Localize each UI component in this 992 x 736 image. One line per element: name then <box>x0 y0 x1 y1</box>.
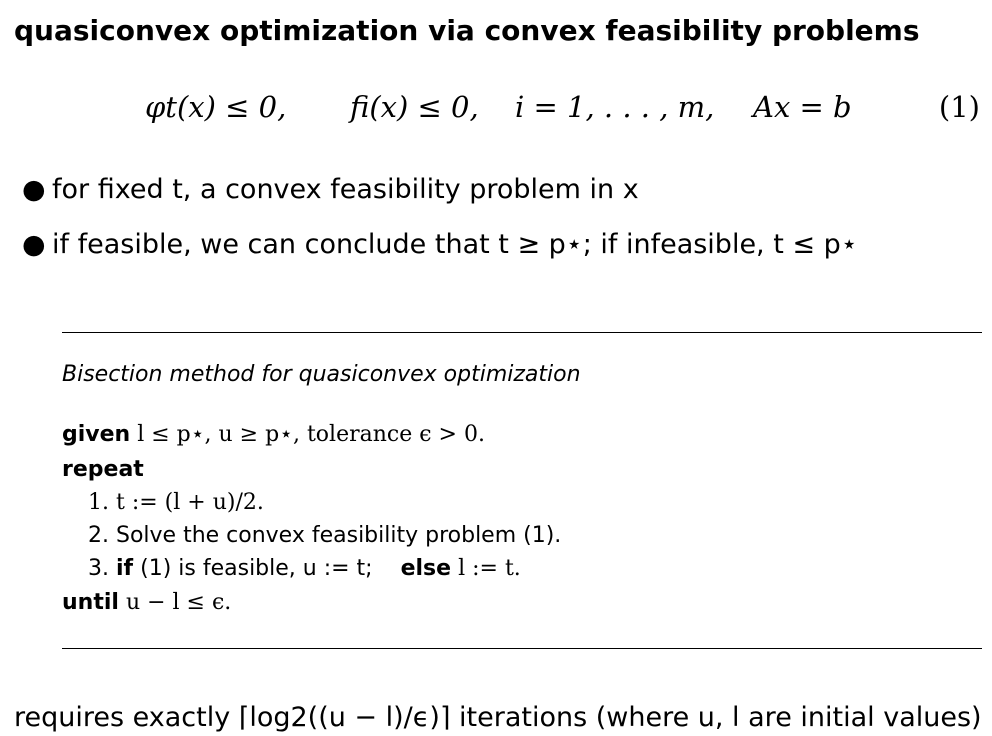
bullet-text: for fixed t, a convex feasibility problem in x <box>52 174 639 205</box>
keyword-given: given <box>62 422 131 447</box>
algorithm-repeat-line <box>62 457 144 482</box>
keyword-until: until <box>62 590 119 615</box>
equation-fi-constraint: fi(x) ≤ 0, <box>350 90 479 124</box>
algorithm-step-3 <box>62 556 521 581</box>
slide-title: quasiconvex optimization via convex feasibility problems <box>14 14 920 47</box>
keyword-repeat: repeat <box>62 457 144 482</box>
bullet-item-fixed-t <box>22 174 639 205</box>
algorithm-until-line <box>62 590 231 615</box>
bullet-text: if feasible, we can conclude that t ≥ p⋆; if infeasible, t ≤ p⋆ <box>52 229 858 260</box>
algorithm-step-1: 1. t := (l + u)/2. <box>88 490 264 515</box>
keyword-else: else <box>400 556 452 581</box>
step-3-else-action: l := t. <box>458 556 521 581</box>
equation-index-range: i = 1, . . . , m, <box>515 90 715 124</box>
algorithm-given-line <box>62 422 485 447</box>
keyword-if: if <box>116 556 134 581</box>
equation-phi-constraint: φt(x) ≤ 0, <box>145 90 287 124</box>
equation-linear-constraint: Ax = b <box>753 90 852 124</box>
algorithm-caption: Bisection method for quasiconvex optimization <box>62 362 581 387</box>
algorithm-bottom-rule <box>62 648 982 649</box>
iteration-count-note: requires exactly ⌈log2((u − l)/ϵ)⌉ iterations (where u, l are initial values) <box>14 702 982 733</box>
algorithm-top-rule <box>62 332 982 333</box>
given-text: l ≤ p⋆, u ≥ p⋆, tolerance ϵ > 0. <box>137 422 485 447</box>
bullet-item-feasible <box>22 229 858 260</box>
equation-number: (1) <box>938 90 980 124</box>
until-text: u − l ≤ ϵ. <box>125 590 232 615</box>
feasibility-equation <box>0 90 992 130</box>
step-3-number: 3. <box>88 556 109 581</box>
bullet-icon: ● <box>22 174 46 205</box>
algorithm-step-2: 2. Solve the convex feasibility problem (1). <box>88 523 562 548</box>
step-3-condition: (1) is feasible, u := t; <box>140 556 373 581</box>
bullet-icon: ● <box>22 229 46 260</box>
